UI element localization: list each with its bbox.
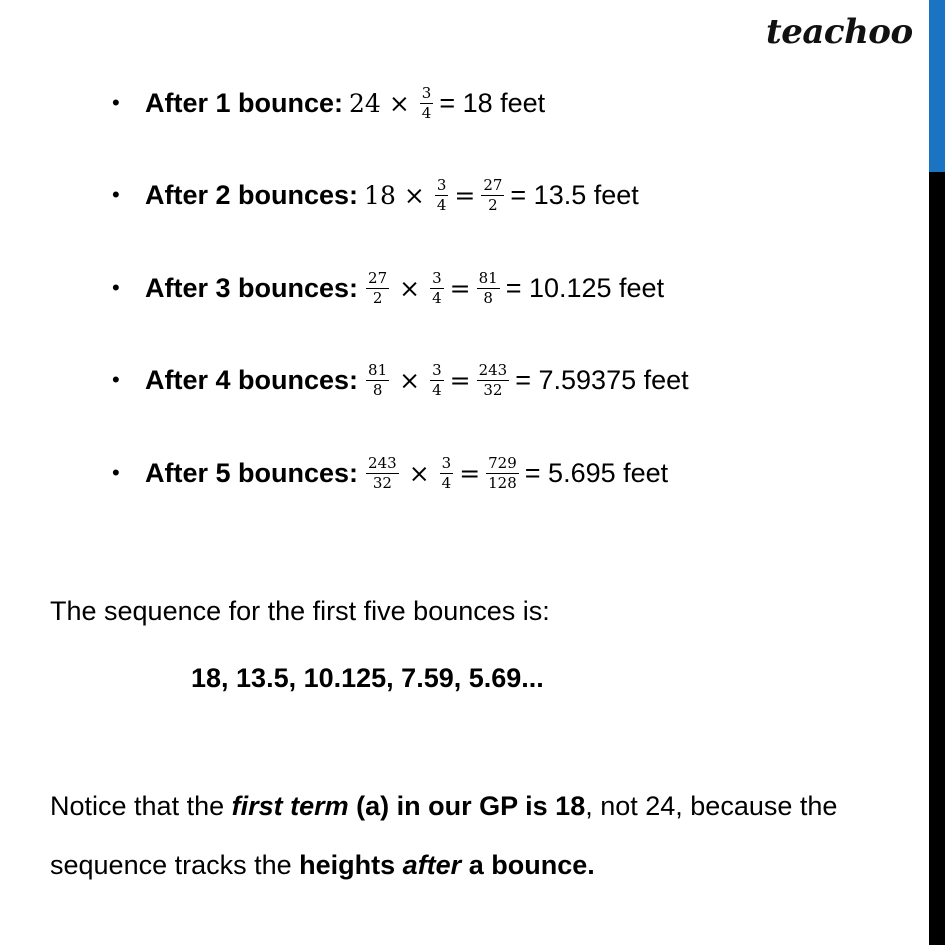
times-sign: × — [408, 458, 430, 488]
bounce-label: After 2 bounces: — [145, 179, 359, 210]
result-text: = 13.5 feet — [510, 179, 639, 210]
multiplier-fraction: $\frac{3}{4}$ — [436, 175, 447, 214]
note-line-2: sequence tracks the heights after a bounce. — [50, 850, 595, 880]
bounce-label: After 4 bounces: — [145, 364, 359, 395]
times-sign: × — [399, 273, 421, 303]
bounce-row-2 — [112, 165, 639, 225]
sequence-values: 18, 13.5, 10.125, 7.59, 5.69... — [191, 663, 544, 693]
bullet-icon: • — [112, 275, 120, 300]
result-text: = 18 feet — [439, 87, 546, 118]
times-sign: × — [403, 180, 425, 210]
bounce-label: After 1 bounce: — [145, 87, 344, 118]
bounce-label: After 3 bounces: — [145, 272, 359, 303]
product-fraction: $\frac{243}{32}$ — [478, 360, 508, 399]
multiplier-fraction: $\frac{3}{4}$ — [432, 360, 442, 399]
bounce-row-3 — [112, 258, 664, 318]
multiplier-fraction: $\frac{3}{4}$ — [421, 83, 432, 122]
bullet-icon: • — [112, 367, 120, 392]
equals-sign: = — [459, 458, 481, 488]
start-fraction: $\frac{243}{32}$ — [368, 453, 397, 492]
start-fraction: $\frac{27}{2}$ — [368, 268, 388, 307]
equals-sign: = — [454, 180, 476, 210]
start-value: 18 — [364, 180, 396, 210]
product-fraction: $\frac{729}{128}$ — [488, 453, 517, 492]
start-value: 24 — [349, 88, 381, 118]
bullet-icon: • — [112, 460, 120, 485]
bounce-row-1 — [112, 73, 545, 133]
bullet-icon: • — [112, 182, 120, 207]
bullet-icon: • — [112, 90, 120, 115]
product-fraction: $\frac{81}{8}$ — [478, 268, 498, 307]
bounce-label: After 5 bounces: — [145, 457, 359, 488]
note-line-1: Notice that the first term (a) in our GP is 18, not 24, because the — [50, 791, 838, 821]
result-text: = 7.59375 feet — [515, 364, 689, 395]
bounce-row-4 — [112, 350, 689, 410]
scrollbar-thumb[interactable] — [929, 0, 945, 172]
start-fraction: $\frac{81}{8}$ — [368, 360, 388, 399]
product-fraction: $\frac{27}{2}$ — [483, 175, 503, 214]
sequence-intro: The sequence for the first five bounces is: — [50, 596, 550, 626]
multiplier-fraction: $\frac{3}{4}$ — [441, 453, 452, 492]
teachoo-logo: teachoo — [766, 12, 913, 52]
equals-sign: = — [449, 365, 471, 395]
multiplier-fraction: $\frac{3}{4}$ — [432, 268, 442, 307]
scrollbar-track[interactable] — [929, 0, 945, 945]
result-text: = 5.695 feet — [524, 457, 669, 488]
equals-sign: = — [449, 273, 471, 303]
times-sign: × — [388, 88, 410, 118]
times-sign: × — [399, 365, 421, 395]
result-text: = 10.125 feet — [505, 272, 665, 303]
bounce-row-5 — [112, 443, 668, 503]
